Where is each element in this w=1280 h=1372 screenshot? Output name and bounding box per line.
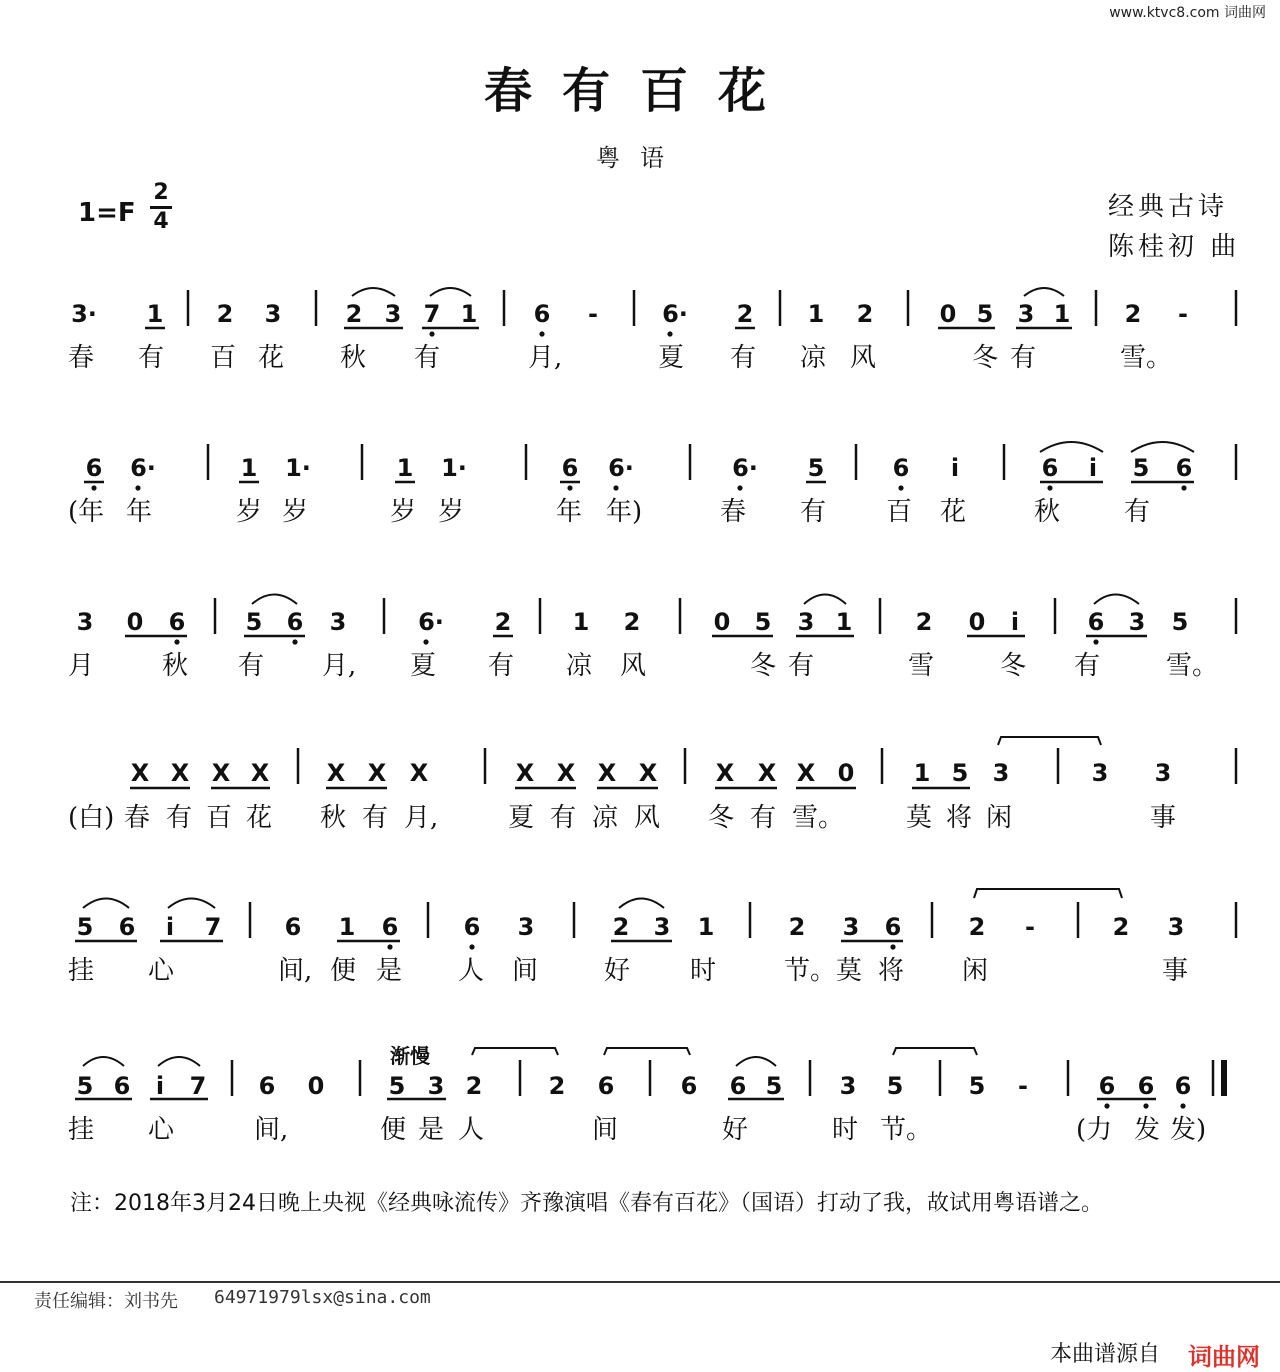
note: 6: [113, 1072, 131, 1100]
lyric: 花: [246, 803, 273, 833]
note: 1: [835, 608, 853, 636]
lyric: 年: [126, 497, 153, 527]
note: 5: [765, 1072, 783, 1100]
octave-dot: [898, 485, 903, 490]
note: 6: [1087, 608, 1105, 636]
tie: [472, 1048, 558, 1055]
lyric: 夏: [508, 803, 535, 833]
note: -: [1178, 300, 1188, 328]
row-2-octave-dots: [91, 485, 1186, 490]
octave-dot: [174, 639, 179, 644]
lyric: 有: [362, 803, 389, 833]
note: 2: [345, 300, 363, 328]
lyric: 将: [946, 803, 973, 833]
row-1-octave-dots: [429, 331, 672, 336]
octave-dot: [1104, 1103, 1109, 1108]
note: 5: [1132, 454, 1150, 482]
octave-dot: [737, 485, 742, 490]
note: -: [588, 300, 598, 328]
note: 5: [976, 300, 994, 328]
note: 1: [572, 608, 590, 636]
lyric: 便: [380, 1115, 407, 1145]
lyric: 有: [1074, 651, 1101, 681]
note: 7: [423, 300, 441, 328]
lyric: 便: [330, 956, 357, 986]
lyric: 将: [878, 956, 905, 986]
note: 1: [697, 913, 715, 941]
lyric: 事: [1162, 956, 1189, 986]
lyric: 凉: [566, 651, 593, 681]
note: 6: [463, 913, 481, 941]
note: 5: [76, 1072, 94, 1100]
lyric: 有: [1124, 497, 1151, 527]
lyric: 间: [592, 1115, 619, 1145]
lyric: 风: [850, 343, 877, 373]
lyric: 雪。: [1166, 651, 1219, 681]
note: 2: [216, 300, 234, 328]
note: 3: [992, 759, 1010, 787]
lyric: 春: [720, 497, 747, 527]
row-3-lyrics: [68, 651, 1218, 681]
lyric: 挂: [68, 956, 95, 986]
lyric: 有: [550, 803, 577, 833]
score-row-2: [0, 425, 1280, 535]
lyric: 心: [148, 956, 175, 986]
lyric: 冬: [708, 803, 735, 833]
row-2-lyrics: [68, 497, 1150, 527]
lyric: 年: [556, 497, 583, 527]
lyric: 是: [418, 1115, 445, 1145]
note: 0: [126, 608, 144, 636]
lyric: 有: [730, 343, 757, 373]
slur: [1024, 288, 1064, 296]
lyric: 节。: [784, 956, 837, 986]
note: -: [1025, 913, 1035, 941]
note: 2: [968, 913, 986, 941]
time-signature: [150, 180, 172, 235]
note: 6: [729, 1072, 747, 1100]
note: 3: [384, 300, 402, 328]
note: 1: [240, 454, 258, 482]
note: X: [130, 759, 150, 787]
octave-dot: [1093, 639, 1098, 644]
time-signature-top: 2: [153, 180, 169, 205]
note: 5: [886, 1072, 904, 1100]
note: 1: [146, 300, 164, 328]
note: 6: [85, 454, 103, 482]
row-5-slurs: [83, 889, 1122, 908]
note: 6·: [418, 608, 444, 636]
note: X: [367, 759, 387, 787]
lyric: 发): [1170, 1115, 1207, 1145]
lyric: 月: [68, 651, 95, 681]
row-6-slurs: [83, 1048, 977, 1066]
octave-dot: [1143, 1103, 1148, 1108]
lyric: (年: [68, 497, 105, 527]
lyric: (力: [1076, 1115, 1113, 1145]
lyric: 闲: [986, 803, 1013, 833]
note: X: [715, 759, 735, 787]
lyric: 夏: [658, 343, 685, 373]
lyric: 凉: [592, 803, 619, 833]
note: i: [950, 454, 960, 482]
note: X: [170, 759, 190, 787]
source-brand-logo[interactable]: 词曲网: [1188, 1343, 1260, 1371]
note: 1·: [285, 454, 311, 482]
note: 6: [1041, 454, 1059, 482]
time-signature-bottom: 4: [153, 209, 169, 234]
octave-dot: [469, 944, 474, 949]
tie: [998, 737, 1101, 745]
note: 5: [754, 608, 772, 636]
tempo-mark: 渐慢: [390, 1044, 430, 1068]
row-5-notes: [77, 913, 1185, 941]
lyric: (白): [68, 803, 115, 833]
row-3-notes: [77, 608, 1189, 636]
lyric: 冬: [972, 343, 999, 373]
note: 3: [1091, 759, 1109, 787]
row-5-octave-dots: [387, 944, 895, 949]
lyric: 雪。: [792, 803, 845, 833]
row-5-lyrics: [68, 956, 1188, 986]
note: 5: [76, 913, 94, 941]
note: 3: [427, 1072, 445, 1100]
lyric: 有: [414, 343, 441, 373]
score-row-4: [0, 728, 1280, 838]
note: 6: [680, 1072, 698, 1100]
note: 3: [517, 913, 535, 941]
lyric: 夏: [410, 651, 437, 681]
tie: [893, 1048, 977, 1055]
note: X: [638, 759, 658, 787]
octave-dot: [1180, 1103, 1185, 1108]
octave-dot: [91, 485, 96, 490]
lyric: 有: [788, 651, 815, 681]
note: 2: [548, 1072, 566, 1100]
note: 2: [736, 300, 754, 328]
lyric: 秋: [1034, 497, 1061, 527]
lyric: 事: [1150, 803, 1177, 833]
note: 6: [1098, 1072, 1116, 1100]
note: 3: [842, 913, 860, 941]
row-1-notes: [71, 300, 1188, 328]
lyric: 花: [940, 497, 967, 527]
lyric: 月,: [404, 803, 439, 833]
slur: [352, 288, 395, 296]
lyric: 心: [148, 1115, 175, 1145]
lyric: 风: [634, 803, 661, 833]
lyric: 百: [886, 497, 913, 527]
note: 6: [284, 913, 302, 941]
lyric: 人: [458, 956, 485, 986]
lyric: 花: [258, 343, 285, 373]
note: 7: [204, 913, 222, 941]
octave-dot: [539, 331, 544, 336]
slur: [252, 595, 297, 605]
note: X: [409, 759, 429, 787]
octave-dot: [1181, 485, 1186, 490]
site-url[interactable]: www.ktvc8.com 词曲网: [1109, 5, 1266, 21]
footnote: 注：2018年3月24日晚上央视《经典咏流传》齐豫演唱《春有百花》（国语）打动了我，故试用粤语谱之。: [70, 1191, 1103, 1216]
note: 2: [1124, 300, 1142, 328]
lyric: 月,: [322, 651, 357, 681]
lyric: 挂: [68, 1115, 95, 1145]
note: i: [155, 1072, 165, 1100]
lyric: 百: [206, 803, 233, 833]
note: 6: [561, 454, 579, 482]
slur: [736, 1057, 776, 1066]
note: 2: [788, 913, 806, 941]
note: 5: [245, 608, 263, 636]
note: 1: [396, 454, 414, 482]
note: 2: [856, 300, 874, 328]
lyric: 间: [512, 956, 539, 986]
note: X: [326, 759, 346, 787]
lyric: 发: [1134, 1115, 1161, 1145]
note: 2: [612, 913, 630, 941]
note: 3: [797, 608, 815, 636]
tie: [604, 1048, 690, 1055]
note: 2: [494, 608, 512, 636]
slur: [1040, 442, 1103, 452]
lyric: 有: [1010, 343, 1037, 373]
note: 5: [951, 759, 969, 787]
note: 2: [465, 1072, 483, 1100]
lyric: 冬: [750, 651, 777, 681]
note: 5: [388, 1072, 406, 1100]
note: 2: [623, 608, 641, 636]
note: 6·: [130, 454, 156, 482]
lyric: 间,: [254, 1115, 289, 1145]
score-row-6: [0, 1040, 1280, 1150]
slur: [168, 899, 215, 909]
note: 2: [1112, 913, 1130, 941]
note: 6: [533, 300, 551, 328]
slur: [83, 899, 129, 909]
slur: [83, 1057, 124, 1066]
note: i: [1088, 454, 1098, 482]
credit-lyricist: 经典古诗: [1108, 192, 1229, 222]
score-subtitle: 粤语: [596, 144, 684, 172]
lyric: 莫: [906, 803, 933, 833]
lyric: 时: [832, 1115, 859, 1145]
row-4-lyrics: [68, 803, 1176, 833]
lyric: 春: [124, 803, 151, 833]
note: 6: [1137, 1072, 1155, 1100]
note: 1: [460, 300, 478, 328]
lyric: 好: [604, 956, 631, 986]
row-6-notes: [77, 1072, 1192, 1100]
row-2-barlines: [208, 444, 1236, 480]
note: X: [597, 759, 617, 787]
lyric: 百: [210, 343, 237, 373]
score-title: 春有百花: [483, 63, 796, 119]
lyric: 春: [68, 343, 95, 373]
note: X: [796, 759, 816, 787]
key-signature: 1=F: [78, 198, 136, 228]
credit-composer: 陈桂初 曲: [1108, 232, 1241, 262]
octave-dot: [423, 639, 428, 644]
octave-dot: [667, 331, 672, 336]
note: 7: [189, 1072, 207, 1100]
note: 3·: [71, 300, 97, 328]
note: 3: [264, 300, 282, 328]
lyric: 有: [800, 497, 827, 527]
note: 1: [338, 913, 356, 941]
slur: [804, 595, 846, 605]
slur: [1094, 595, 1139, 605]
row-2-slurs: [1040, 442, 1194, 452]
lyric: 岁: [438, 497, 465, 527]
note: 6: [168, 608, 186, 636]
lyric: 莫: [836, 956, 863, 986]
lyric: 有: [488, 651, 515, 681]
lyric: 节。: [880, 1115, 933, 1145]
note: 0: [307, 1072, 325, 1100]
row-2-notes: [86, 454, 1193, 482]
note: 0: [968, 608, 986, 636]
note: 6: [597, 1072, 615, 1100]
row-6-barlines: [232, 1060, 1224, 1096]
note: 3: [1017, 300, 1035, 328]
note: 6: [381, 913, 399, 941]
lyric: 岁: [282, 497, 309, 527]
note: X: [757, 759, 777, 787]
note: 3: [329, 608, 347, 636]
note: i: [1010, 608, 1020, 636]
score-row-5: [0, 882, 1280, 992]
octave-dot: [135, 485, 140, 490]
lyric: 岁: [236, 497, 263, 527]
note: 6·: [662, 300, 688, 328]
lyric: 秋: [320, 803, 347, 833]
note: 3: [653, 913, 671, 941]
lyric: 雪。: [1120, 343, 1173, 373]
lyric: 时: [690, 956, 717, 986]
lyric: 凉: [800, 343, 827, 373]
lyric: 月,: [528, 343, 563, 373]
octave-dot: [387, 944, 392, 949]
footer-divider: [0, 1281, 1280, 1283]
note: 1: [913, 759, 931, 787]
note: X: [250, 759, 270, 787]
row-4-notes: [131, 759, 1172, 787]
note: 6: [892, 454, 910, 482]
octave-dot: [292, 639, 297, 644]
note: 5: [1171, 608, 1189, 636]
slur: [158, 1057, 200, 1066]
note: 3: [1128, 608, 1146, 636]
octave-dot: [613, 485, 618, 490]
lyric: 年): [606, 497, 643, 527]
row-6-octave-dots: [1104, 1103, 1185, 1108]
slur: [619, 899, 664, 909]
lyric: 冬: [1000, 651, 1027, 681]
note: 6: [1174, 1072, 1192, 1100]
note: 0: [837, 759, 855, 787]
note: 5: [968, 1072, 986, 1100]
editor-email[interactable]: 64971979lsx@sina.com: [214, 1287, 431, 1308]
row-4-slurs: [998, 737, 1101, 745]
tie: [974, 889, 1122, 898]
note: 6: [1175, 454, 1193, 482]
lyric: 有: [166, 803, 193, 833]
note: 1: [807, 300, 825, 328]
note: 5: [807, 454, 825, 482]
note: -: [1018, 1072, 1028, 1100]
row-1-slurs: [352, 288, 1064, 296]
row-6-lyrics: [68, 1115, 1206, 1145]
octave-dot: [429, 331, 434, 336]
lyric: 好: [722, 1115, 749, 1145]
note: X: [515, 759, 535, 787]
lyric: 有: [138, 343, 165, 373]
note: 3: [76, 608, 94, 636]
note: X: [556, 759, 576, 787]
note: 6·: [608, 454, 634, 482]
note: 3: [839, 1072, 857, 1100]
row-3-octave-dots: [174, 639, 1098, 644]
note: 1: [1053, 300, 1071, 328]
note: 6: [286, 608, 304, 636]
note: 6: [258, 1072, 276, 1100]
lyric: 人: [458, 1115, 485, 1145]
lyric: 秋: [340, 343, 367, 373]
lyric: 风: [620, 651, 647, 681]
note: 0: [713, 608, 731, 636]
lyric: 是: [376, 956, 403, 986]
note: 3: [1154, 759, 1172, 787]
note: 3: [1167, 913, 1185, 941]
lyric: 秋: [162, 651, 189, 681]
octave-dot: [890, 944, 895, 949]
note: 0: [939, 300, 957, 328]
lyric: 有: [238, 651, 265, 681]
lyric: 间,: [278, 956, 313, 986]
row-1-lyrics: [68, 343, 1172, 373]
lyric: 岁: [390, 497, 417, 527]
note: i: [165, 913, 175, 941]
octave-dot: [1047, 485, 1052, 490]
note: 6·: [732, 454, 758, 482]
score-row-3: [0, 578, 1280, 688]
slur: [1131, 442, 1194, 452]
note: 2: [915, 608, 933, 636]
note: 1·: [441, 454, 467, 482]
note: 6: [118, 913, 136, 941]
note: X: [211, 759, 231, 787]
score-row-1: [0, 270, 1280, 380]
slur: [430, 288, 471, 296]
lyric: 雪: [908, 651, 935, 681]
source-label: 本曲谱源自: [1050, 1342, 1161, 1367]
lyric: 有: [750, 803, 777, 833]
note: 6: [884, 913, 902, 941]
octave-dot: [567, 485, 572, 490]
editor-credit: 责任编辑：刘书先: [34, 1291, 178, 1312]
lyric: 闲: [962, 956, 989, 986]
